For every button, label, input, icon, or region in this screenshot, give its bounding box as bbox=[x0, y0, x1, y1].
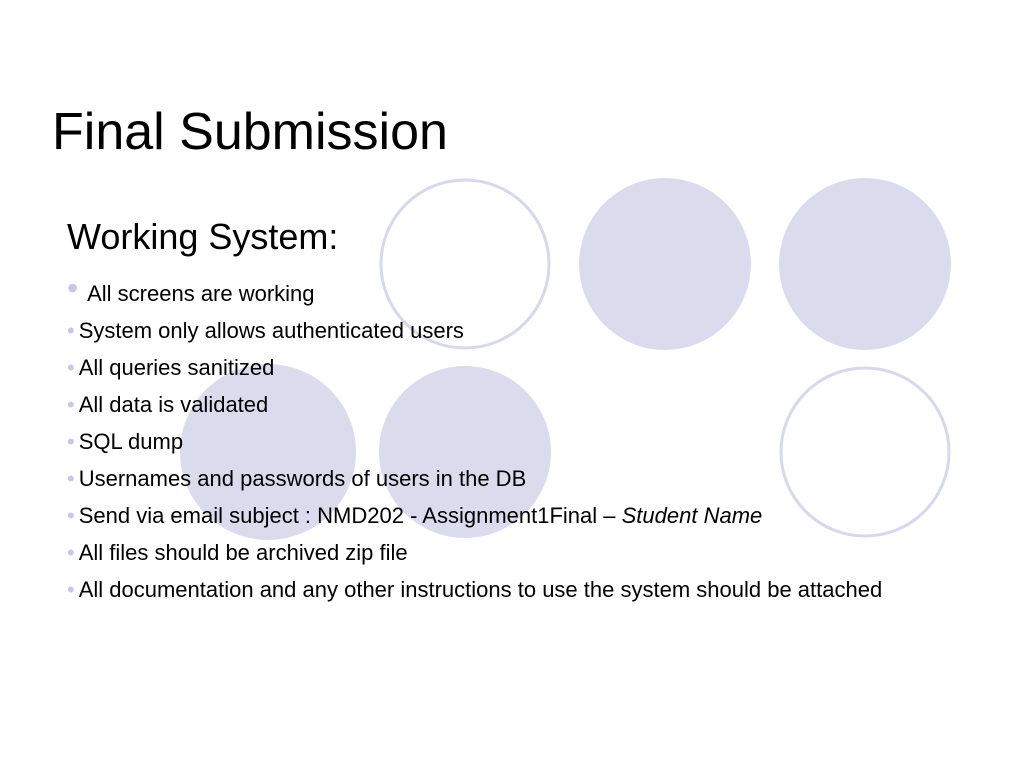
bullet-text: Send via email subject : NMD202 - Assignment1Final – bbox=[78, 503, 622, 529]
bullet-dot-icon: • bbox=[67, 392, 75, 418]
bullet-italic-text: Student Name bbox=[621, 503, 763, 529]
bullet-text: System only allows authenticated users bbox=[78, 318, 464, 344]
bullet-item bbox=[67, 353, 897, 383]
bullet-text: All data is validated bbox=[78, 392, 269, 418]
bullet-text: SQL dump bbox=[78, 429, 184, 455]
bullet-dot-icon: • bbox=[67, 318, 75, 344]
bullet-item bbox=[67, 316, 897, 346]
bullet-text: Usernames and passwords of users in the DB bbox=[78, 466, 527, 492]
bullet-dot-icon: • bbox=[67, 540, 75, 566]
slide-subtitle: Working System: bbox=[67, 216, 339, 257]
bullet-item bbox=[67, 270, 897, 309]
bullet-dot-icon: • bbox=[67, 429, 75, 455]
slide-body bbox=[67, 216, 897, 605]
bullet-item bbox=[67, 464, 897, 494]
bullet-text: All files should be archived zip file bbox=[78, 540, 408, 566]
bullet-dot-icon: • bbox=[67, 503, 75, 529]
bullet-item bbox=[67, 538, 897, 568]
bullet-text: All queries sanitized bbox=[78, 355, 275, 381]
bullet-item bbox=[67, 501, 897, 531]
bullet-item bbox=[67, 427, 897, 457]
bullet-dot-icon: • bbox=[67, 355, 75, 381]
bullet-item bbox=[67, 390, 897, 420]
bullet-dot-icon: • bbox=[67, 466, 75, 492]
bullet-dot-icon: • bbox=[67, 270, 79, 307]
bullet-list bbox=[67, 270, 897, 605]
bullet-text: All screens are working bbox=[87, 281, 315, 307]
slide-title: Final Submission bbox=[52, 103, 448, 161]
bullet-item bbox=[67, 575, 897, 605]
bullet-dot-icon: • bbox=[67, 577, 75, 603]
bullet-text: All documentation and any other instructions to use the system should be attached bbox=[78, 577, 883, 603]
